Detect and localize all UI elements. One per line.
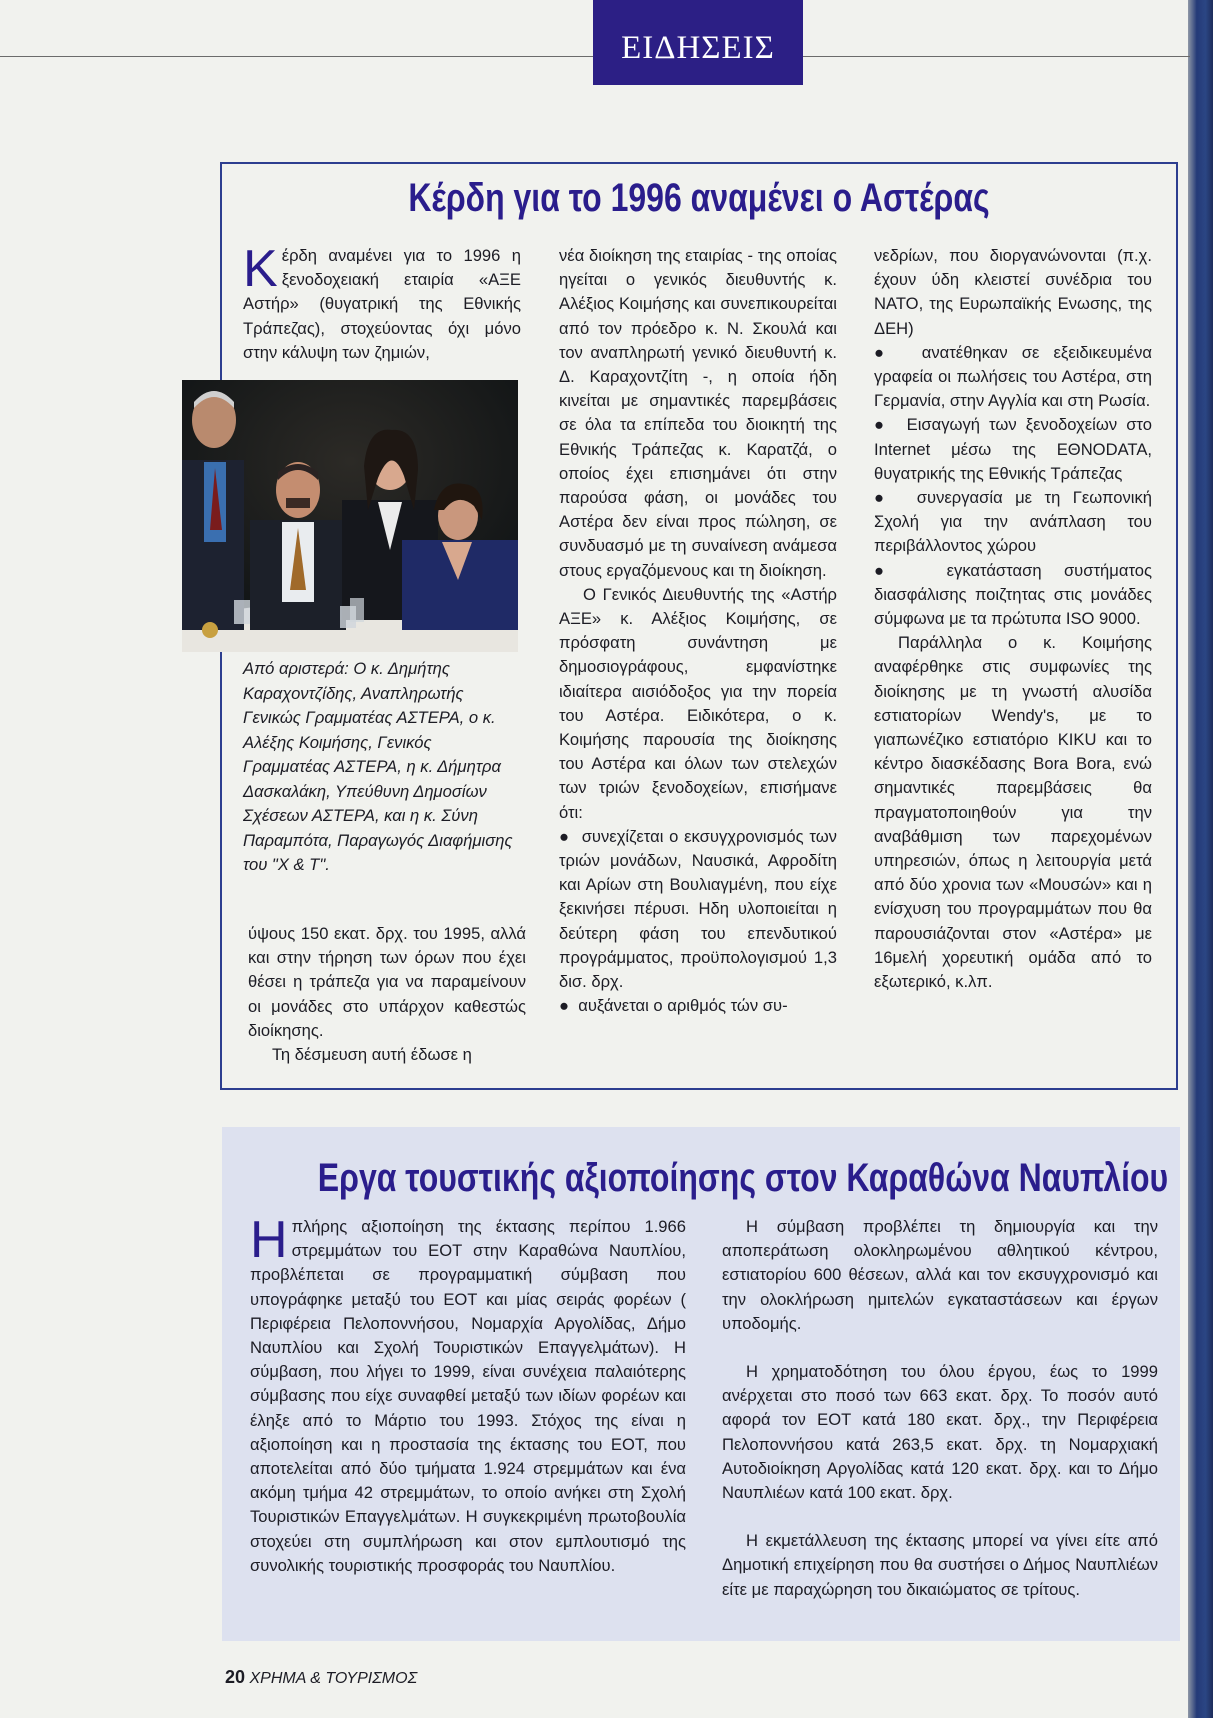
article1-photo <box>182 380 518 652</box>
article2-col1-text: πλήρης αξιοποίηση της έκτασης περίπου 1.966 στρεμμάτων του ΕΟΤ στην Καραθώνα Ναυπλίου, προβλέπεται σε προγραμματική σύμβαση που υπογράφηκε μεταξύ του ΕΟΤ και μίας σειράς φορέων ( Περιφέρεια Πελοποννήσου, Νομαρχία Αργολίδας, Δήμο Ναυπλίου και Σχολή Τουριστικών Επαγγελμάτων). Η σύμβαση, που λήγει το 1999, είναι συνέχεια παλαιότερης σύμβασης που είχε συναφθεί μεταξύ των ιδίων φορέων και έληξε από το Μάρτιο του 1993. Στόχος της είναι η αξιοποίηση και η προστασία της έκτασης του ΕΟΤ, που αποτελείται από δύο τμήματα 1.924 στρεμμάτων και ένα ακόμη τμήμα 42 στρεμμάτων, το οποίο ανήκει στη Σχολή Τουριστικών Επαγγελμάτων. Η συγκεκριμένη πρωτοβουλία στοχεύει στη συμπλήρωση και στον εμπλουτισμό της συνολικής τουριστικής προσφοράς του Ναυπλίου. <box>250 1217 686 1575</box>
group-photo-image <box>182 380 518 652</box>
article1-bullet-item <box>559 825 837 994</box>
bullet-icon: ● <box>874 342 894 362</box>
bullet-text: ανατέθηκαν σε εξειδικευμένα γραφεία οι πωλήσεις του Αστέρα, στη Γερμανία, στην Αγγλία και στη Ρωσία. <box>874 342 1152 411</box>
article2-col2-paragraph: Η σύμβαση προβλέπει τη δημιουργία και την αποπεράτωση ολοκληρωμένου αθλητικού κέντρου, εστιατορίου 600 θέσεων, αλλά και τον εκσυγχρονισμό και την ολοκλήρωση ημιτελών εγκαταστάσεων και έργων υποδομής. <box>722 1217 1158 1333</box>
article1-bullet-item <box>874 486 1152 559</box>
bullet-icon: ● <box>559 996 570 1016</box>
article1-col3 <box>874 244 1152 994</box>
article1-col3-paragraph: νεδρίων, που διοργανώνονται (π.χ. έχουν ύδη κλειστεί συνέδρια του ΝΑΤΟ, της Ευρωπαϊκής Ενωσης, της ΔΕΗ) <box>874 246 1152 338</box>
article1-col2-paragraph: Ο Γενικός Διευθυντής της «Αστήρ ΑΞΕ» κ. Αλέξιος Κοιμήσης, σε πρόσφατη συνάντηση με δημοσιογράφους, εμφανίστηκε ιδιαίτερα αισιόδοξος για την πορεία του Αστέρα. Ειδικότερα, ο κ. Κοιμήσης παρουσία της διοίκησης του Αστέρα και όλων των στελεχών των τριών ξενοδοχείων, επισήμανε ότι: <box>559 584 837 822</box>
article1-dropcap: Κ <box>243 240 278 298</box>
bullet-text: συνεχίζεται ο εκσυγχρονισμός των τριών μονάδων, Ναυσικά, Αφροδίτη και Αρίων στη Βουλιαγμένη, που είχε ξεκινήσει πέρυσι. Ηδη υλοποιείται η δεύτερη φάση του επενδυτικού προγράμματος, προϋπολογισμού 1,3 δισ. δρχ. <box>559 826 837 992</box>
article1-bullet-item <box>874 341 1152 414</box>
article1-title: Κέρδη για το 1996 αναμένει ο Αστέρας <box>408 176 990 220</box>
article1-col1-lead <box>243 240 521 365</box>
article1-bullet-item <box>559 994 837 1018</box>
magazine-name: ΧΡΗΜΑ & ΤΟΥΡΙΣΜΟΣ <box>249 1670 418 1687</box>
article1-col1-paragraph: ύψους 150 εκατ. δρχ. του 1995, αλλά και στην τήρηση των όρων που έχει θέσει η τράπεζα για να παραμείνουν οι μονάδες στο υπάρχον καθεστώς διοίκησης. <box>248 924 526 1040</box>
bullet-icon: ● <box>874 560 902 580</box>
article1-col2-paragraph: νέα διοίκηση της εταιρίας - της οποίας ηγείται ο γενικός διευθυντής κ. Αλέξιος Κοιμήσης και συνεπικουρείται από τον πρόεδρο κ. Ν. Σκουλά και τον αναπληρωτή γενικό διευθυντή κ. Δ. Καραχοντζίτη -, η οποία ήδη κινείται με σημαντικές παρεμβάσεις σε όλα τα επίπεδα του διοικητή της Εθνικής Τράπεζας κ. Καρατζά, ο οποίος έχει επισημάνει ότι στην παρούσα φάση, οι μονάδες του Αστέρα δεν είναι προς πώληση, σε συνδυασμό με τη συναίνεση ανάμεσα στους εργαζόμενους και τη διοίκηση. <box>559 246 837 580</box>
article2-col2-paragraph: Η χρηματοδότηση του όλου έργου, έως το 1999 ανέρχεται στο ποσό των 663 εκατ. δρχ. Το ποσόν αυτό αφορά τον ΕΟΤ κατά 180 εκατ. δρχ., την Περιφέρεια Πελοποννήσου κατά 263,5 εκατ. δρχ. τη Νομαρχιακή Αυτοδιοίκηση Αργολίδας κατά 120 εκατ. δρχ. και το Δήμο Ναυπλιέων κατά 100 εκατ. δρχ. <box>722 1362 1158 1503</box>
article1-bullet-item <box>874 559 1152 632</box>
article2-dropcap: Η <box>250 1211 288 1269</box>
bullet-text: Εισαγωγή των ξενοδοχείων στο Internet μέσω της ΕΘΝΟDATA, θυγατρικής της Εθνικής Τράπεζας <box>874 415 1152 483</box>
article1-bullet-item <box>874 413 1152 486</box>
article1-col3-paragraph: Παράλληλα ο κ. Κοιμήσης αναφέρθηκε στις συμφωνίες της διοίκησης με τη γνωστή αλυσίδα εστιατορίων Wendy's, με το γιαπωνέζικο εστιατόριο KIKU και το κέντρο διασκέδασης Bora Bora, ενώ σημαντικές παρεμβάσεις θα πραγματοποιηθούν για την αναβάθμιση των παρεχομένων υπηρεσιών, όπως η λειτουργία μετά από δύο χρονια των «Μουσών» και η ενίσχυση του προγραμμάτων που θα παρουσιάζονται στον «Αστέρα» με 16μελή χορευτική ομάδα από το εξωτερικό, κ.λπ. <box>874 633 1152 992</box>
article1-col2 <box>559 244 837 1019</box>
bullet-icon: ● <box>874 488 892 508</box>
article2-col2 <box>722 1215 1158 1602</box>
page-edge-decoration <box>1188 0 1213 1718</box>
photo-caption: Από αριστερά: Ο κ. Δημήτης Καραχοντζίδης, Αναπληρωτής Γενικώς Γραμματέας ΑΣΤΕΡΑ, ο κ. Αλέξης Κοιμήσης, Γενικός Γραμματέας ΑΣΤΕΡΑ, η κ. Δήμητρα Δασκαλάκη, Υπεύθυνη Δημοσίων Σχέσεων ΑΣΤΕΡΑ, και η κ. Σύνη Παραμπότα, Παραγωγός Διαφήμισης του "Χ & Τ". <box>243 659 513 874</box>
article2-col2-paragraph: Η εκμετάλλευση της έκτασης μπορεί να γίνει είτε από Δημοτική επιχείρηση που θα συστήσει ο Δήμος Ναυπλιέων είτε με παραχώρηση του δικαιώματος σε τρίτους. <box>722 1531 1158 1599</box>
article1-col1-paragraph: Τη δέσμευση αυτή έδωσε η <box>272 1045 472 1065</box>
bullet-text: αυξάνεται ο αριθμός τών συ- <box>578 996 788 1016</box>
article2-col1 <box>250 1211 686 1578</box>
page-number: 20 <box>225 1667 246 1687</box>
bullet-icon: ● <box>874 415 889 435</box>
bullet-icon: ● <box>559 826 571 846</box>
page-footer <box>225 1667 417 1688</box>
bullet-text: συνεργασία με τη Γεωπονική Σχολή για την ανάπλαση του περιβάλλοντος χώρου <box>874 488 1152 556</box>
article2-title: Εργα τουστικής αξιοποίησης στον Καραθώνα Ναυπλίου <box>317 1156 1169 1200</box>
bullet-text: εγκατάσταση συστήματος διασφάλισης ποιζτητας στις μονάδες σύμφωνα με τα πρώτυπα ISO 9000. <box>874 560 1152 629</box>
section-tag: ΕΙΔΗΣΕΙΣ <box>593 0 803 85</box>
article1-col1-body <box>248 922 526 1067</box>
article1-lead-text: έρδη αναμένει για το 1996 η ξενοδοχειακή εταιρία «ΑΞΕ Αστήρ» (θυγατρική της Εθνικής Τράπεζας), στοχεύοντας όχι μόνο στην κάλυψη των ζημιών, <box>243 246 521 362</box>
